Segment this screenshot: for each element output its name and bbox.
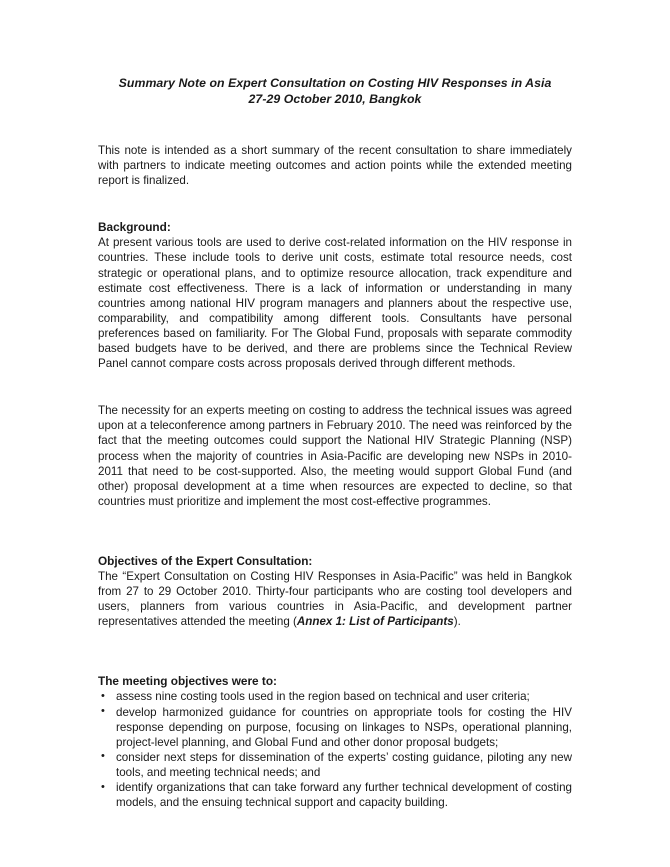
spacer-before-meeting-objectives xyxy=(98,629,572,674)
objectives-paragraph-part-2: ). xyxy=(453,615,461,629)
meeting-objectives-heading: The meeting objectives were to: xyxy=(98,674,277,689)
meeting-objectives-list xyxy=(98,689,572,810)
list-item: • identify organizations that can take forward any further technical development of costing models, and the ensuing technical support and capacity building. xyxy=(98,780,572,810)
objectives-paragraph-part-1: The “Expert Consultation on Costing HIV Responses in Asia-Pacific” was held in Bangkok from 27 to 29 October 2010. Thirty-four participants who are costing tool developers and users, planners from various countries in Asia-Pacific, and development partner representatives attended the meeting ( xyxy=(98,569,572,629)
document-title-line-1: Summary Note on Expert Consultation on Costing HIV Responses in Asia xyxy=(118,76,552,90)
background-paragraph-1: At present various tools are used to derive cost-related information on the HIV response in countries. These include tools to derive unit costs, estimate total resource needs, cost strategic or operational plans, and to optimize resource allocation, track expenditure and estimate cost effectiveness. There is a lack of information or understanding in many countries among national HIV program managers and planners about the respective use, comparability, and compatibility among different tools. Consultants have personal preferences based on familiarity. For The Global Fund, proposals with separate commodity based budgets have to be derived, and there are problems since the Technical Review Panel cannot compare costs across proposals derived through different methods. xyxy=(98,236,572,371)
spacer-between-background-paragraphs xyxy=(98,387,572,403)
intro-paragraph: This note is intended as a short summary of the recent consultation to share immediately with partners to indicate meeting outcomes and action points while the extended meeting report is finalized. xyxy=(98,144,572,188)
document-title xyxy=(98,76,572,107)
background-paragraph-2: The necessity for an experts meeting on costing to address the technical issues was agreed upon at a teleconference among partners in February 2010. The need was reinforced by the fact that the meeting outcomes could support the National HIV Strategic Planning (NSP) process when the majority of countries in Asia-Pacific are developing new NSPs in 2010-2011 that need to be cost-supported. Also, the meeting would support Global Fund (and other) proposal development at a time when resources are expected to decline, so that countries must prioritize and implement the most cost-effective programmes. xyxy=(98,404,572,508)
list-item: • develop harmonized guidance for countries on appropriate tools for costing the HIV response depending on purpose, focusing on linkages to NSPs, operational planning, project-level planning, and Global Fund and other donor proposal budgets; xyxy=(98,705,572,750)
background-heading: Background: xyxy=(98,220,171,235)
document-title-line-2: 27-29 October 2010, Bangkok xyxy=(248,91,422,106)
annex-reference: Annex 1: List of Participants xyxy=(296,615,454,629)
document-body xyxy=(98,76,572,810)
objectives-heading: Objectives of the Expert Consultation: xyxy=(98,553,313,568)
list-item: • consider next steps for dissemination of the experts’ costing guidance, piloting any new tools, and meeting technical needs; and xyxy=(98,750,572,780)
objectives-paragraph xyxy=(98,569,572,629)
spacer-before-objectives xyxy=(98,525,572,554)
spacer-before-background xyxy=(98,204,572,220)
list-item: • assess nine costing tools used in the region based on technical and user criteria; xyxy=(98,689,572,704)
